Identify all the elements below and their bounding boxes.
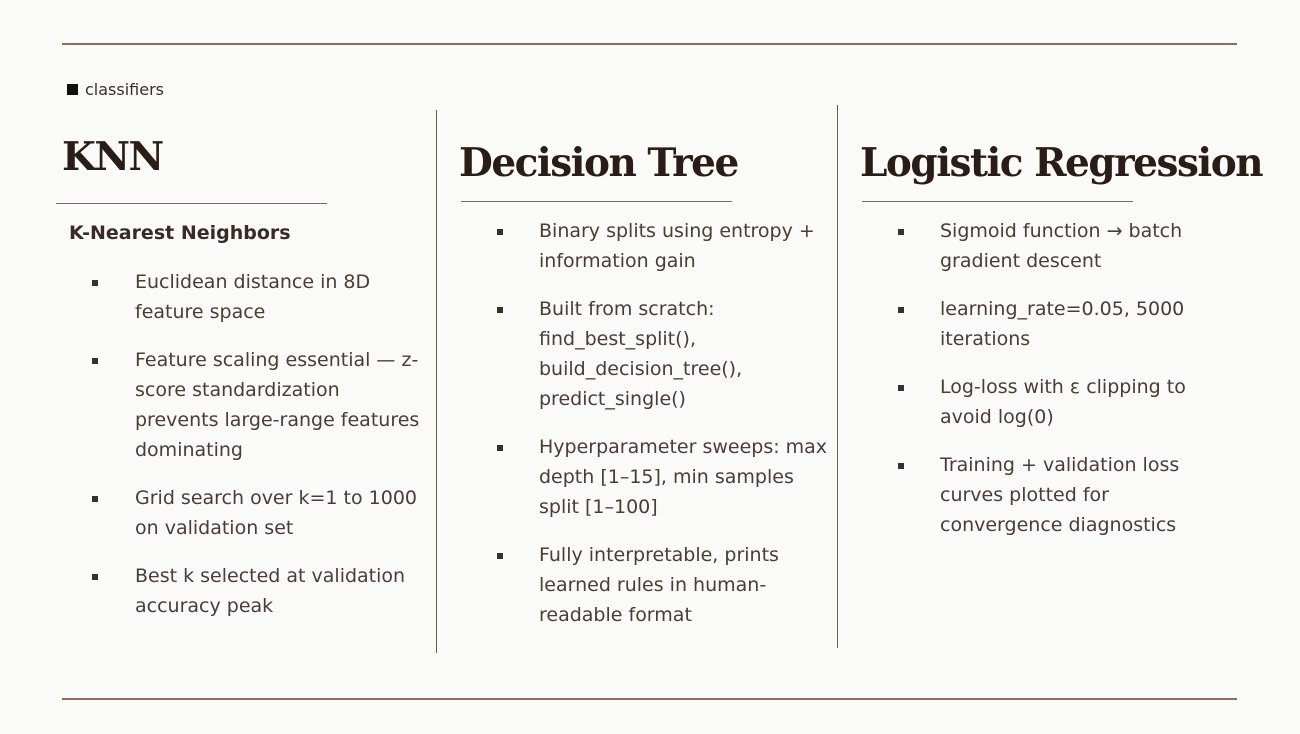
logistic-regression-title: Logistic Regression	[860, 140, 1263, 186]
bullet-text: learning_rate=0.05, 5000 iterations	[940, 298, 1185, 350]
bullet-icon	[92, 280, 98, 286]
bullet-text: Grid search over k=1 to 1000 on validation set	[135, 487, 417, 539]
column-divider	[837, 105, 838, 648]
section-tag	[67, 80, 164, 99]
list-item	[92, 345, 427, 465]
knn-subtitle: K-Nearest Neighbors	[69, 222, 291, 244]
top-rule	[62, 43, 1237, 45]
bullet-icon	[898, 463, 904, 469]
bullet-text: Hyperparameter sweeps: max depth [1–15], min samples split [1–100]	[539, 436, 828, 518]
list-item	[92, 561, 427, 621]
decision-tree-title: Decision Tree	[459, 140, 738, 186]
bullet-text: Fully interpretable, prints learned rules in human-readable format	[539, 544, 779, 626]
list-item	[898, 216, 1233, 276]
knn-title: KNN	[62, 134, 163, 180]
list-item	[898, 372, 1233, 432]
decision-tree-title-underline	[461, 201, 732, 202]
bullet-icon	[92, 358, 98, 364]
list-item	[497, 294, 832, 414]
bullet-text: Log-loss with ε clipping to avoid log(0)	[940, 376, 1186, 428]
bullet-text: Training + validation loss curves plotted for convergence diagnostics	[940, 454, 1180, 536]
list-item	[898, 450, 1233, 540]
bullet-icon	[898, 307, 904, 313]
bullet-text: Euclidean distance in 8D feature space	[135, 271, 371, 323]
bullet-icon	[898, 229, 904, 235]
list-item	[898, 294, 1233, 354]
bullet-icon	[92, 574, 98, 580]
list-item	[497, 540, 832, 630]
list-item	[92, 483, 427, 543]
bullet-text: Binary splits using entropy + information gain	[539, 220, 815, 272]
column-divider	[436, 110, 437, 653]
decision-tree-bullet-list	[497, 216, 832, 648]
list-item	[497, 216, 832, 276]
section-tag-label: classifiers	[85, 80, 164, 99]
bullet-text: Sigmoid function → batch gradient descent	[940, 220, 1183, 272]
bullet-icon	[497, 307, 503, 313]
knn-title-underline	[56, 203, 327, 204]
bullet-icon	[497, 553, 503, 559]
bullet-text: Built from scratch: find_best_split(), build_decision_tree(), predict_single()	[539, 298, 743, 410]
knn-bullet-list	[92, 267, 427, 639]
bullet-text: Best k selected at validation accuracy peak	[135, 565, 406, 617]
bullet-icon	[898, 385, 904, 391]
bullet-icon	[92, 496, 98, 502]
bullet-icon	[497, 229, 503, 235]
logistic-regression-title-underline	[862, 201, 1133, 202]
list-item	[92, 267, 427, 327]
square-icon	[67, 84, 78, 95]
list-item	[497, 432, 832, 522]
bullet-icon	[497, 445, 503, 451]
logistic-regression-bullet-list	[898, 216, 1233, 558]
bottom-rule	[62, 698, 1237, 700]
bullet-text: Feature scaling essential — z-score standardization prevents large-range features dominating	[135, 349, 420, 461]
